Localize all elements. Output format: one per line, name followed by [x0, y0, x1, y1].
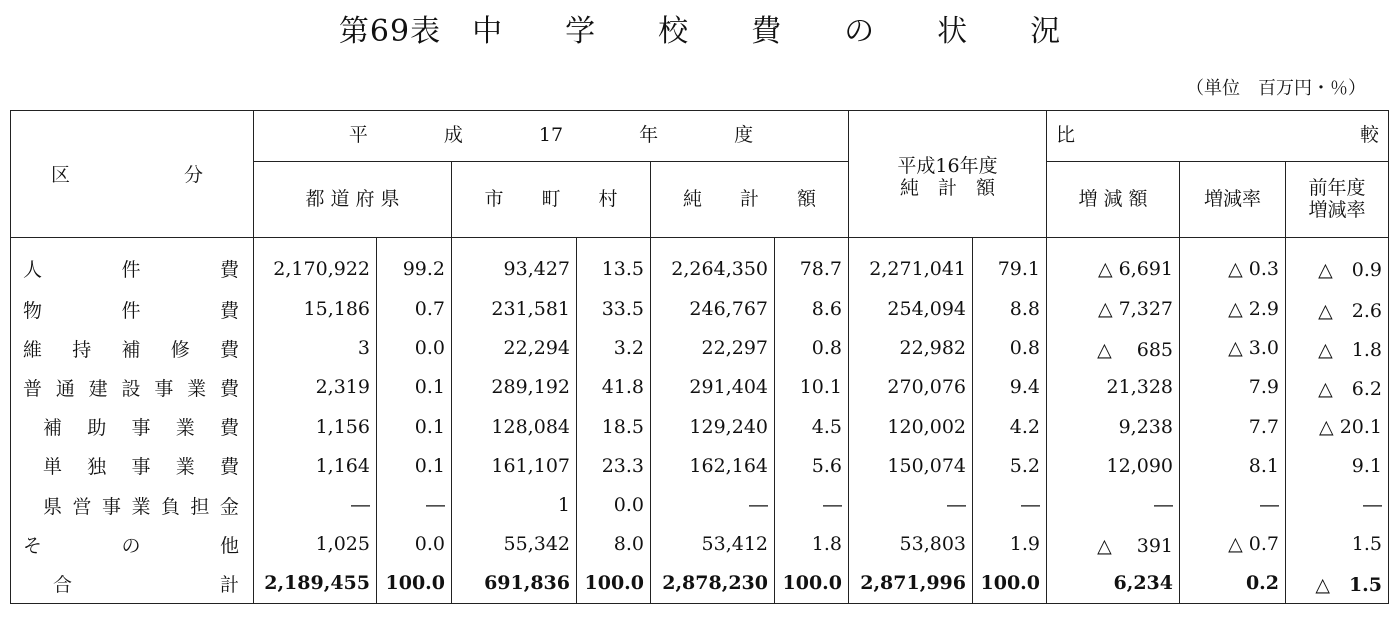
unit-note: （単位 百万円・％）: [1186, 78, 1366, 99]
table-row: [11, 485, 1389, 524]
cell-h16: 22,982: [849, 329, 973, 368]
cell-diff-r: 8.1: [1180, 446, 1286, 485]
cell-net-r: ―: [775, 485, 849, 524]
row-label-char: 業: [175, 456, 195, 479]
cell-pref: 2,189,455: [254, 564, 377, 603]
cell-prev-r: ―: [1286, 485, 1389, 524]
cell-prev-r: 9.1: [1286, 446, 1389, 485]
row-label-char: 修: [170, 338, 190, 361]
cell-diff: 21,328: [1047, 368, 1180, 407]
cell-pref-r: 0.7: [377, 290, 452, 329]
cell-net: 129,240: [651, 407, 775, 446]
cell-net-r: 1.8: [775, 525, 849, 564]
row-label-char: 合: [53, 573, 73, 596]
cell-h16: ―: [849, 485, 973, 524]
row-label-char: 事: [131, 456, 151, 479]
cell-muni-r: 41.8: [577, 368, 651, 407]
cell-pref-r: 0.0: [377, 525, 452, 564]
cell-muni: 128,084: [452, 407, 577, 446]
row-label-char: 通: [55, 377, 75, 400]
row-label-char: 負: [160, 495, 180, 518]
header-h17: 平 成 17 年 度: [254, 111, 849, 162]
cell-net: 291,404: [651, 368, 775, 407]
cell-diff: 9,238: [1047, 407, 1180, 446]
table-row: [11, 290, 1389, 329]
cell-h16-r: 0.8: [973, 329, 1047, 368]
cell-h16: 2,271,041: [849, 238, 973, 290]
row-label-char: 事: [131, 417, 151, 440]
row-label: [11, 564, 254, 603]
row-label: [11, 407, 254, 446]
cell-net: 53,412: [651, 525, 775, 564]
cell-diff: △ 685: [1047, 329, 1180, 368]
row-label-char: 県: [43, 495, 63, 518]
cell-pref-r: 0.0: [377, 329, 452, 368]
cell-h16: 120,002: [849, 407, 973, 446]
row-label-char: 営: [72, 495, 92, 518]
header-comparison: 比 較: [1047, 111, 1389, 162]
cell-h16: 53,803: [849, 525, 973, 564]
cell-prev-r: 1.5: [1286, 525, 1389, 564]
cell-net-r: 0.8: [775, 329, 849, 368]
row-label-char: 助: [87, 417, 107, 440]
cell-net: ―: [651, 485, 775, 524]
cell-h16-r: 5.2: [973, 446, 1047, 485]
row-label-char: 持: [72, 338, 92, 361]
cell-pref: 2,170,922: [254, 238, 377, 290]
row-label-char: 普: [23, 377, 43, 400]
cell-pref: 2,319: [254, 368, 377, 407]
cell-h16-r: 9.4: [973, 368, 1047, 407]
header-prev-change-rate: 前年度 増減率: [1286, 162, 1389, 238]
row-label-char: 費: [219, 456, 239, 479]
row-label-char: 事: [101, 495, 121, 518]
table-title: 第69表 中 学 校 費 の 状 況: [338, 14, 1062, 49]
cell-pref-r: ―: [377, 485, 452, 524]
cell-net-r: 78.7: [775, 238, 849, 290]
cell-diff: △ 6,691: [1047, 238, 1180, 290]
cell-muni-r: 8.0: [577, 525, 651, 564]
cell-muni: 231,581: [452, 290, 577, 329]
header-municipality: 市 町 村: [452, 162, 651, 238]
cell-net-r: 10.1: [775, 368, 849, 407]
table-row-total: [11, 564, 1389, 603]
row-label-char: の: [121, 534, 141, 557]
cell-muni: 22,294: [452, 329, 577, 368]
cell-prev-r: △ 1.8: [1286, 329, 1389, 368]
cell-muni-r: 13.5: [577, 238, 651, 290]
table-row: [11, 525, 1389, 564]
row-label-char: 計: [219, 573, 239, 596]
table-row: [11, 446, 1389, 485]
cell-muni-r: 18.5: [577, 407, 651, 446]
table-row: [11, 368, 1389, 407]
row-label: [11, 329, 254, 368]
cell-muni-r: 100.0: [577, 564, 651, 603]
cell-diff-r: △ 2.9: [1180, 290, 1286, 329]
cell-pref: ―: [254, 485, 377, 524]
row-label: [11, 485, 254, 524]
header-change-rate: 増減率: [1180, 162, 1286, 238]
cell-prev-r: △ 0.9: [1286, 238, 1389, 290]
header-net-amount: 純 計 額: [651, 162, 849, 238]
cell-h16-r: 1.9: [973, 525, 1047, 564]
cell-diff-r: 7.7: [1180, 407, 1286, 446]
cell-h16: 270,076: [849, 368, 973, 407]
row-label: [11, 446, 254, 485]
table-row: [11, 329, 1389, 368]
cell-net: 246,767: [651, 290, 775, 329]
row-label-char: 金: [219, 495, 239, 518]
cell-muni: 55,342: [452, 525, 577, 564]
cell-diff-r: △ 0.3: [1180, 238, 1286, 290]
cell-net-r: 5.6: [775, 446, 849, 485]
row-label-char: 費: [219, 417, 239, 440]
cell-pref: 15,186: [254, 290, 377, 329]
cell-muni: 691,836: [452, 564, 577, 603]
row-label: [11, 238, 254, 290]
cell-muni-r: 33.5: [577, 290, 651, 329]
cell-muni: 289,192: [452, 368, 577, 407]
cell-diff-r: △ 3.0: [1180, 329, 1286, 368]
row-label-char: 費: [219, 338, 239, 361]
cell-net-r: 100.0: [775, 564, 849, 603]
row-label-char: 業: [131, 495, 151, 518]
cell-pref: 1,156: [254, 407, 377, 446]
cell-net: 22,297: [651, 329, 775, 368]
header-kubun: 区 分: [11, 111, 254, 238]
row-label-char: 件: [121, 259, 141, 282]
cell-diff-r: △ 0.7: [1180, 525, 1286, 564]
row-label-char: 件: [121, 299, 141, 322]
cell-h16-r: 79.1: [973, 238, 1047, 290]
cell-h16: 254,094: [849, 290, 973, 329]
cell-diff-r: ―: [1180, 485, 1286, 524]
header-change-amount: 増 減 額: [1047, 162, 1180, 238]
row-label-char: 人: [23, 259, 43, 282]
cell-prev-r: △ 20.1: [1286, 407, 1389, 446]
row-label-char: そ: [23, 534, 43, 557]
cell-diff: 12,090: [1047, 446, 1180, 485]
row-label-char: 費: [219, 259, 239, 282]
row-label-char: 設: [121, 377, 141, 400]
row-label-char: 費: [219, 377, 239, 400]
cell-net: 2,878,230: [651, 564, 775, 603]
row-label-char: 単: [43, 456, 63, 479]
header-h16-net: 平成16年度 純 計 額: [849, 111, 1047, 238]
cell-net-r: 4.5: [775, 407, 849, 446]
cell-h16: 150,074: [849, 446, 973, 485]
cell-pref-r: 99.2: [377, 238, 452, 290]
cell-net: 2,264,350: [651, 238, 775, 290]
school-expense-table: [10, 110, 1389, 604]
cell-prev-r: △ 6.2: [1286, 368, 1389, 407]
row-label-char: 業: [187, 377, 207, 400]
cell-muni-r: 3.2: [577, 329, 651, 368]
cell-pref-r: 0.1: [377, 407, 452, 446]
cell-diff-r: 7.9: [1180, 368, 1286, 407]
row-label-char: 維: [23, 338, 43, 361]
row-label: [11, 368, 254, 407]
cell-net: 162,164: [651, 446, 775, 485]
row-label: [11, 525, 254, 564]
cell-muni: 1: [452, 485, 577, 524]
cell-pref-r: 0.1: [377, 446, 452, 485]
row-label-char: 事: [154, 377, 174, 400]
row-label-char: 補: [43, 417, 63, 440]
cell-h16: 2,871,996: [849, 564, 973, 603]
table-body: [11, 238, 1389, 604]
cell-prev-r: △ 1.5: [1286, 564, 1389, 603]
cell-h16-r: 4.2: [973, 407, 1047, 446]
header-prefecture: 都 道 府 県: [254, 162, 452, 238]
cell-prev-r: △ 2.6: [1286, 290, 1389, 329]
cell-net-r: 8.6: [775, 290, 849, 329]
cell-pref-r: 100.0: [377, 564, 452, 603]
cell-diff: △ 7,327: [1047, 290, 1180, 329]
table-row: [11, 238, 1389, 290]
cell-muni-r: 23.3: [577, 446, 651, 485]
cell-pref-r: 0.1: [377, 368, 452, 407]
cell-h16-r: ―: [973, 485, 1047, 524]
row-label-char: 業: [175, 417, 195, 440]
cell-h16-r: 100.0: [973, 564, 1047, 603]
row-label: [11, 290, 254, 329]
cell-pref: 1,164: [254, 446, 377, 485]
row-label-char: 費: [219, 299, 239, 322]
row-label-char: 独: [87, 456, 107, 479]
table-row: [11, 407, 1389, 446]
cell-diff: △ 391: [1047, 525, 1180, 564]
row-label-char: 担: [190, 495, 210, 518]
cell-diff: 6,234: [1047, 564, 1180, 603]
cell-muni: 93,427: [452, 238, 577, 290]
row-label-char: 補: [121, 338, 141, 361]
row-label-char: 物: [23, 299, 43, 322]
cell-diff-r: 0.2: [1180, 564, 1286, 603]
cell-pref: 3: [254, 329, 377, 368]
cell-pref: 1,025: [254, 525, 377, 564]
cell-diff: ―: [1047, 485, 1180, 524]
row-label-char: 建: [88, 377, 108, 400]
cell-muni-r: 0.0: [577, 485, 651, 524]
row-label-char: 他: [219, 534, 239, 557]
cell-muni: 161,107: [452, 446, 577, 485]
cell-h16-r: 8.8: [973, 290, 1047, 329]
